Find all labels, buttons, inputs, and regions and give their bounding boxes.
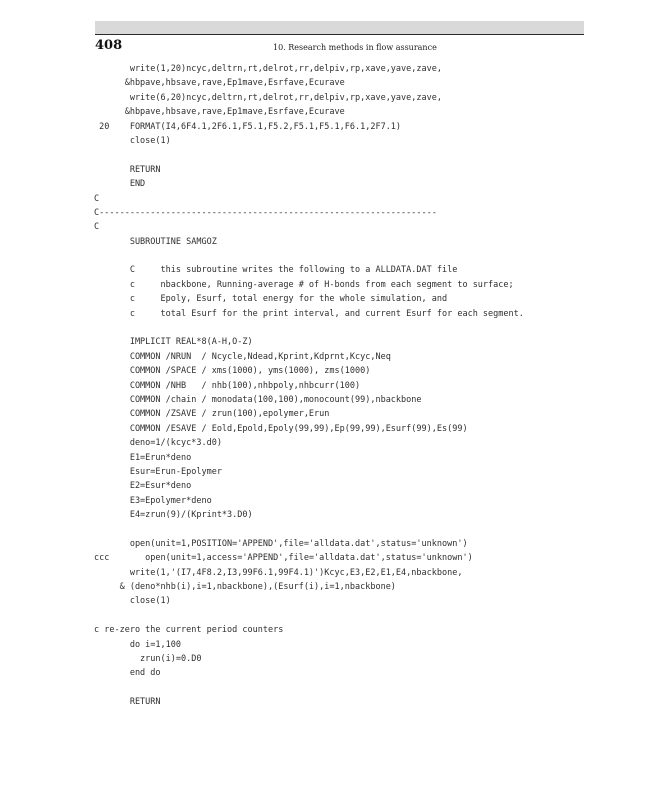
code-line: E3=Epolymer*deno [94, 495, 212, 506]
code-line: Esur=Erun-Epolymer [94, 466, 222, 477]
code-line: IMPLICIT REAL*8(A-H,O-Z) [94, 337, 253, 348]
code-line: write(6,20)ncyc,deltrn,rt,delrot,rr,delpiv,rp,xave,yave,zave, [94, 92, 442, 103]
code-line: C [94, 193, 100, 204]
code-line: c re-zero the current period counters [94, 625, 284, 636]
code-line: RETURN [94, 697, 161, 708]
code-line: close(1) [94, 596, 171, 607]
code-line [94, 523, 614, 537]
code-line: & (deno*nhb(i),i=1,nbackbone),(Esurf(i),i=1,nbackbone) [94, 582, 396, 593]
code-line: COMMON /NRUN / Ncycle,Ndead,Kprint,Kdprnt,Kcyc,Neq [94, 351, 391, 362]
code-line: deno=1/(kcyc*3.d0) [94, 438, 222, 449]
code-line: C------------------------------------------------------------------ [94, 207, 437, 218]
code-line: E1=Erun*deno [94, 452, 192, 463]
code-line [94, 681, 614, 695]
code-line: RETURN [94, 164, 161, 175]
code-line: END [94, 179, 146, 190]
code-line: c total Esurf for the print interval, and current Esurf for each segment. [94, 308, 524, 319]
code-line: COMMON /NHB / nhb(100),nhbpoly,nhbcurr(100) [94, 380, 361, 391]
code-line [94, 249, 614, 263]
code-line: COMMON /ZSAVE / zrun(100),epolymer,Erun [94, 409, 330, 420]
running-head: 10. Research methods in flow assurance [273, 43, 437, 52]
code-line [94, 321, 614, 335]
code-line: c Epoly, Esurf, total energy for the whole simulation, and [94, 294, 448, 305]
code-line: end do [94, 668, 161, 679]
code-line: COMMON /chain / monodata(100,100),monocount(99),nbackbone [94, 394, 422, 405]
code-line: ccc open(unit=1,access='APPEND',file='alldata.dat',status='unknown') [94, 553, 473, 564]
code-line: COMMON /SPACE / xms(1000), yms(1000), zms(1000) [94, 366, 371, 377]
code-line: open(unit=1,POSITION='APPEND',file='alldata.dat',status='unknown') [94, 538, 468, 549]
code-line: C [94, 222, 100, 233]
code-line: do i=1,100 [94, 639, 181, 650]
code-line: SUBROUTINE SAMGOZ [94, 236, 217, 247]
header-rule [95, 34, 584, 35]
code-line: close(1) [94, 135, 171, 146]
code-line: &hbpave,hbsave,rave,Ep1mave,Esrfave,Ecurave [94, 78, 345, 89]
page-number: 408 [95, 38, 123, 53]
code-line: COMMON /ESAVE / Eold,Epold,Epoly(99,99),Ep(99,99),Esurf(99),Es(99) [94, 423, 468, 434]
code-line [94, 609, 614, 623]
code-listing [94, 62, 614, 710]
code-line: E2=Esur*deno [94, 481, 192, 492]
code-line: &hbpave,hbsave,rave,Ep1mave,Esrfave,Ecurave [94, 107, 345, 118]
code-line: zrun(i)=0.D0 [94, 654, 202, 665]
code-line: write(1,'(I7,4F8.2,I3,99F6.1,99F4.1)')Kcyc,E3,E2,E1,E4,nbackbone, [94, 567, 463, 578]
code-line: 20 FORMAT(I4,6F4.1,2F6.1,F5.1,F5.2,F5.1,F5.1,F6.1,2F7.1) [94, 121, 402, 132]
code-line: c nbackbone, Running-average # of H-bonds from each segment to surface; [94, 279, 514, 290]
header-band [95, 21, 584, 34]
code-line [94, 148, 614, 162]
code-line: E4=zrun(9)/(Kprint*3.D0) [94, 510, 253, 521]
code-line: C this subroutine writes the following to a ALLDATA.DAT file [94, 265, 458, 276]
code-line: write(1,20)ncyc,deltrn,rt,delrot,rr,delpiv,rp,xave,yave,zave, [94, 64, 442, 74]
